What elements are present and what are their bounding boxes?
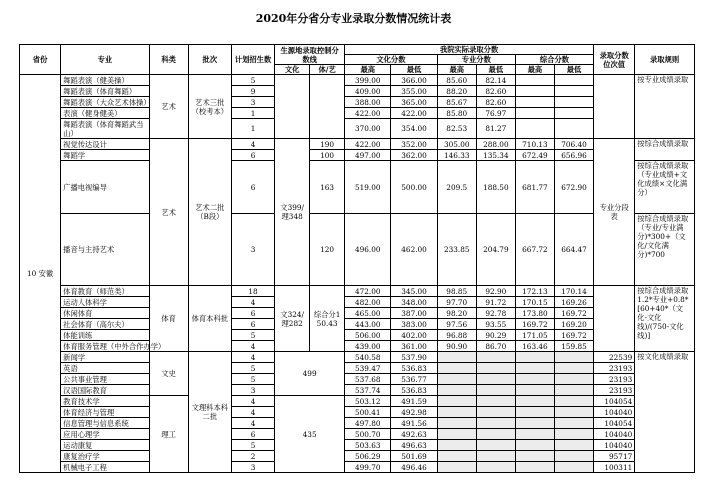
profession-max-cell <box>437 451 476 462</box>
culture-min-cell: 352.00 <box>391 139 437 150</box>
culture-min-cell: 500.00 <box>391 161 437 214</box>
combined-max-cell <box>515 451 554 462</box>
profession-max-cell <box>437 352 476 363</box>
combined-max-cell <box>515 352 554 363</box>
rule-cell: 按综合成绩录取 <box>635 139 695 161</box>
culture-max-cell: 506.29 <box>345 451 391 462</box>
combined-min-cell <box>554 451 593 462</box>
table-row <box>20 139 695 150</box>
major-cell: 舞蹈表演（健美操） <box>61 75 149 86</box>
major-cell: 信息管理与信息系统 <box>61 418 149 429</box>
combined-max-cell: 170.15 <box>515 297 554 308</box>
profession-max-cell: 98.20 <box>437 308 476 319</box>
plan-cell: 4 <box>231 407 274 418</box>
rank-cell: 23193 <box>594 385 635 396</box>
combined-min-cell <box>554 418 593 429</box>
combined-max-cell <box>515 75 554 86</box>
combined-min-cell: 169.72 <box>554 308 593 319</box>
header-category: 科类 <box>149 45 188 75</box>
table-row <box>20 396 695 407</box>
table-row <box>20 352 695 363</box>
table-row <box>20 451 695 462</box>
culture-max-cell: 503.12 <box>345 396 391 407</box>
table-row <box>20 108 695 119</box>
profession-min-cell: 86.70 <box>476 341 515 352</box>
plan-cell: 6 <box>231 150 274 161</box>
plan-cell: 3 <box>231 462 274 473</box>
table-row <box>20 462 695 473</box>
culture-max-cell: 500.41 <box>345 407 391 418</box>
category-cell: 理工 <box>149 396 188 473</box>
plan-cell: 1 <box>231 119 274 139</box>
profession-max-cell <box>437 363 476 374</box>
profession-max-cell: 97.56 <box>437 319 476 330</box>
combined-min-cell: 169.72 <box>554 330 593 341</box>
category-cell: 文史 <box>149 352 188 396</box>
major-cell: 播音与主持艺术 <box>61 214 149 286</box>
culture-min-cell: 354.00 <box>391 119 437 139</box>
profession-min-cell: 82.60 <box>476 86 515 97</box>
major-cell: 体育服务管理（中外合作办学） <box>61 341 149 352</box>
rank-cell <box>594 286 635 352</box>
major-cell: 舞蹈表演（体育舞蹈） <box>61 86 149 97</box>
table-row <box>20 341 695 352</box>
profession-min-cell: 93.55 <box>476 319 515 330</box>
plan-cell: 6 <box>231 429 274 440</box>
profession-min-cell: 92.78 <box>476 308 515 319</box>
control-ti-cell: 163 <box>310 161 345 214</box>
profession-min-cell <box>476 363 515 374</box>
plan-cell: 6 <box>231 161 274 214</box>
header-profession-max: 最高 <box>437 65 476 75</box>
control-wen-cell: 文399/理348 <box>275 139 310 286</box>
category-cell: 体育 <box>149 286 188 352</box>
combined-max-cell <box>515 108 554 119</box>
culture-max-cell: 422.00 <box>345 139 391 150</box>
combined-min-cell: 169.20 <box>554 319 593 330</box>
table-row <box>20 418 695 429</box>
culture-max-cell: 409.00 <box>345 86 391 97</box>
major-cell: 体育教育（师范类） <box>61 286 149 297</box>
plan-cell: 5 <box>231 363 274 374</box>
combined-min-cell <box>554 440 593 451</box>
combined-min-cell <box>554 363 593 374</box>
culture-max-cell: 537.68 <box>345 374 391 385</box>
culture-max-cell: 482.00 <box>345 297 391 308</box>
rank-cell: 104054 <box>594 396 635 407</box>
header-batch: 批次 <box>188 45 231 75</box>
header-plan: 计划招生数 <box>231 45 274 75</box>
profession-max-cell: 146.33 <box>437 150 476 161</box>
major-cell: 休闲体育 <box>61 308 149 319</box>
combined-min-cell <box>554 75 593 86</box>
plan-cell: 4 <box>231 341 274 352</box>
major-cell: 广播电视编导 <box>61 161 149 214</box>
combined-max-cell <box>515 462 554 473</box>
page-title: 2020年分省分专业录取分数情况统计表 <box>255 12 452 25</box>
profession-min-cell: 288.00 <box>476 139 515 150</box>
profession-min-cell <box>476 440 515 451</box>
control-ti-cell: 100 <box>310 150 345 161</box>
profession-min-cell <box>476 396 515 407</box>
header-profession: 专业分数 <box>437 55 515 65</box>
profession-min-cell: 135.34 <box>476 150 515 161</box>
header-control: 生源地录取控制分数线 <box>275 45 345 65</box>
plan-cell: 18 <box>231 286 274 297</box>
culture-max-cell: 472.00 <box>345 286 391 297</box>
major-cell: 运动康复 <box>61 440 149 451</box>
combined-min-cell <box>554 97 593 108</box>
culture-min-cell: 345.00 <box>391 286 437 297</box>
culture-max-cell: 499.70 <box>345 462 391 473</box>
table-row <box>20 319 695 330</box>
rule-cell: 按综合成绩录取（专业/专业满分)*300+（文化/文化满分)*700 <box>635 214 695 286</box>
plan-cell: 6 <box>231 319 274 330</box>
profession-min-cell <box>476 374 515 385</box>
rank-cell: 104054 <box>594 418 635 429</box>
culture-max-cell: 537.74 <box>345 385 391 396</box>
profession-max-cell <box>437 429 476 440</box>
table-row <box>20 385 695 396</box>
profession-max-cell: 85.67 <box>437 97 476 108</box>
control-ti-cell: 190 <box>310 139 345 150</box>
category-cell: 艺术 <box>149 75 188 139</box>
profession-min-cell: 81.27 <box>476 119 515 139</box>
rank-cell: 22539 <box>594 352 635 363</box>
combined-max-cell <box>515 97 554 108</box>
profession-min-cell: 91.72 <box>476 297 515 308</box>
combined-min-cell <box>554 374 593 385</box>
combined-max-cell <box>515 374 554 385</box>
plan-cell: 3 <box>231 97 274 108</box>
profession-min-cell <box>476 418 515 429</box>
culture-min-cell: 536.83 <box>391 385 437 396</box>
major-cell: 应用心理学 <box>61 429 149 440</box>
culture-min-cell: 348.00 <box>391 297 437 308</box>
batch-cell: 文理科本科二批 <box>188 352 231 473</box>
profession-min-cell: 82.14 <box>476 75 515 86</box>
rule-cell: 按专业成绩录取 <box>635 75 695 139</box>
major-cell: 教育技术学 <box>61 396 149 407</box>
table-row <box>20 297 695 308</box>
combined-max-cell <box>515 396 554 407</box>
culture-max-cell: 506.00 <box>345 330 391 341</box>
rank-cell: 104040 <box>594 407 635 418</box>
profession-max-cell: 88.20 <box>437 86 476 97</box>
table-row <box>20 407 695 418</box>
major-cell: 体能训练 <box>61 330 149 341</box>
rank-cell: 专业分段表 <box>594 139 635 286</box>
culture-min-cell: 496.63 <box>391 440 437 451</box>
combined-min-cell <box>554 108 593 119</box>
table-row <box>20 86 695 97</box>
rank-cell: 100311 <box>594 462 635 473</box>
combined-max-cell <box>515 86 554 97</box>
header-control-wen: 文化 <box>275 65 310 75</box>
combined-min-cell <box>554 86 593 97</box>
profession-min-cell: 82.60 <box>476 97 515 108</box>
major-cell: 运动人体科学 <box>61 297 149 308</box>
major-cell: 英语 <box>61 363 149 374</box>
profession-min-cell: 204.79 <box>476 214 515 286</box>
profession-min-cell <box>476 385 515 396</box>
major-cell: 汉语国际教育 <box>61 385 149 396</box>
admission-scores-table <box>19 44 695 473</box>
control-wen-cell <box>275 75 310 139</box>
culture-max-cell: 443.00 <box>345 319 391 330</box>
rank-cell <box>594 75 635 139</box>
combined-max-cell: 163.46 <box>515 341 554 352</box>
major-cell: 新闻学 <box>61 352 149 363</box>
plan-cell: 4 <box>231 418 274 429</box>
profession-max-cell: 85.60 <box>437 75 476 86</box>
culture-min-cell: 501.69 <box>391 451 437 462</box>
combined-min-cell: 170.14 <box>554 286 593 297</box>
rule-cell: 按文化成绩录取 <box>635 352 695 473</box>
profession-min-cell <box>476 352 515 363</box>
culture-min-cell: 462.00 <box>391 214 437 286</box>
culture-min-cell: 491.59 <box>391 396 437 407</box>
culture-max-cell: 500.70 <box>345 429 391 440</box>
combined-max-cell <box>515 385 554 396</box>
combined-min-cell <box>554 352 593 363</box>
header-combined-min: 最低 <box>554 65 593 75</box>
combined-max-cell <box>515 418 554 429</box>
combined-min-cell: 706.40 <box>554 139 593 150</box>
header-culture-max: 最高 <box>345 65 391 75</box>
combined-min-cell: 656.96 <box>554 150 593 161</box>
table-row <box>20 308 695 319</box>
combined-min-cell: 159.85 <box>554 341 593 352</box>
profession-max-cell <box>437 440 476 451</box>
profession-min-cell: 188.50 <box>476 161 515 214</box>
culture-max-cell: 370.00 <box>345 119 391 139</box>
major-cell: 体育经济与管理 <box>61 407 149 418</box>
plan-cell: 4 <box>231 396 274 407</box>
profession-min-cell: 76.97 <box>476 108 515 119</box>
profession-max-cell: 98.85 <box>437 286 476 297</box>
combined-max-cell <box>515 407 554 418</box>
plan-cell: 4 <box>231 139 274 150</box>
rank-cell: 23193 <box>594 374 635 385</box>
rank-cell: 23193 <box>594 363 635 374</box>
header-profession-min: 最低 <box>476 65 515 75</box>
major-cell: 舞蹈表演（体育舞蹈武当山） <box>61 119 149 139</box>
header-province: 省份 <box>20 45 61 75</box>
major-cell: 社会体育（高尔夫） <box>61 319 149 330</box>
combined-min-cell: 169.26 <box>554 297 593 308</box>
header-combined: 综合分数 <box>515 55 593 65</box>
plan-cell: 2 <box>231 451 274 462</box>
batch-cell: 艺术三批（校考本） <box>188 75 231 139</box>
profession-min-cell: 90.29 <box>476 330 515 341</box>
culture-max-cell: 497.00 <box>345 150 391 161</box>
major-cell: 舞蹈表演（大众艺术体操） <box>61 97 149 108</box>
plan-cell: 4 <box>231 352 274 363</box>
culture-min-cell: 492.98 <box>391 407 437 418</box>
province-cell: 10 安徽 <box>20 75 61 473</box>
table-row <box>20 286 695 297</box>
profession-max-cell: 82.53 <box>437 119 476 139</box>
combined-min-cell <box>554 385 593 396</box>
header-culture: 文化分数 <box>345 55 438 65</box>
culture-min-cell: 402.00 <box>391 330 437 341</box>
table-row <box>20 363 695 374</box>
plan-cell: 5 <box>231 374 274 385</box>
header-rule: 录取规则 <box>635 45 695 75</box>
control-ti-cell <box>310 75 345 139</box>
profession-max-cell <box>437 374 476 385</box>
major-cell: 表演（健身健美） <box>61 108 149 119</box>
major-cell: 视觉传达设计 <box>61 139 149 150</box>
header-culture-min: 最低 <box>391 65 437 75</box>
batch-cell: 体育本科批 <box>188 286 231 352</box>
major-cell: 公共事业管理 <box>61 374 149 385</box>
table-row <box>20 214 695 286</box>
culture-min-cell: 361.00 <box>391 341 437 352</box>
control-ti-cell: 120 <box>310 214 345 286</box>
profession-max-cell: 209.5 <box>437 161 476 214</box>
combined-max-cell <box>515 119 554 139</box>
rule-cell: 按综合成绩录取1.2*专业+0.8*[60+40*（文化-文化线)/(750-文化线)] <box>635 286 695 352</box>
control-cell: 435 <box>275 396 345 473</box>
rank-cell: 95717 <box>594 451 635 462</box>
combined-min-cell <box>554 396 593 407</box>
combined-min-cell <box>554 429 593 440</box>
profession-min-cell: 92.90 <box>476 286 515 297</box>
profession-max-cell: 96.88 <box>437 330 476 341</box>
combined-max-cell: 672.49 <box>515 150 554 161</box>
profession-max-cell: 233.85 <box>437 214 476 286</box>
profession-min-cell <box>476 462 515 473</box>
combined-min-cell <box>554 407 593 418</box>
table-row <box>20 330 695 341</box>
table-row <box>20 374 695 385</box>
plan-cell: 9 <box>231 86 274 97</box>
culture-min-cell: 496.46 <box>391 462 437 473</box>
header-major: 专业 <box>61 45 149 75</box>
combined-max-cell: 173.80 <box>515 308 554 319</box>
culture-max-cell: 503.63 <box>345 440 391 451</box>
culture-min-cell: 536.77 <box>391 374 437 385</box>
culture-min-cell: 536.83 <box>391 363 437 374</box>
rank-cell: 104040 <box>594 429 635 440</box>
plan-cell: 4 <box>231 297 274 308</box>
culture-max-cell: 497.80 <box>345 418 391 429</box>
culture-min-cell: 383.00 <box>391 319 437 330</box>
combined-max-cell <box>515 440 554 451</box>
combined-max-cell: 171.05 <box>515 330 554 341</box>
culture-max-cell: 465.00 <box>345 308 391 319</box>
plan-cell: 1 <box>231 108 274 119</box>
culture-max-cell: 439.00 <box>345 341 391 352</box>
culture-min-cell: 537.90 <box>391 352 437 363</box>
culture-max-cell: 399.00 <box>345 75 391 86</box>
major-cell: 机械电子工程 <box>61 462 149 473</box>
plan-cell: 3 <box>231 385 274 396</box>
culture-min-cell: 387.00 <box>391 308 437 319</box>
header-combined-max: 最高 <box>515 65 554 75</box>
plan-cell: 5 <box>231 440 274 451</box>
combined-min-cell <box>554 119 593 139</box>
profession-max-cell: 90.90 <box>437 341 476 352</box>
major-cell: 舞蹈学 <box>61 150 149 161</box>
culture-min-cell: 355.00 <box>391 86 437 97</box>
culture-max-cell: 496.00 <box>345 214 391 286</box>
profession-max-cell: 97.70 <box>437 297 476 308</box>
combined-max-cell: 172.13 <box>515 286 554 297</box>
batch-cell: 艺术二批（B段） <box>188 139 231 286</box>
table-row <box>20 161 695 214</box>
plan-cell: 5 <box>231 75 274 86</box>
profession-max-cell <box>437 418 476 429</box>
combined-min-cell <box>554 462 593 473</box>
culture-max-cell: 540.58 <box>345 352 391 363</box>
control-cell: 499 <box>275 352 345 396</box>
combined-max-cell: 667.72 <box>515 214 554 286</box>
culture-max-cell: 519.00 <box>345 161 391 214</box>
header-actual: 我院实际录取分数 <box>345 45 594 55</box>
culture-min-cell: 422.00 <box>391 108 437 119</box>
combined-max-cell <box>515 429 554 440</box>
major-cell: 康复治疗学 <box>61 451 149 462</box>
header-row-1 <box>20 45 695 55</box>
culture-min-cell: 491.56 <box>391 418 437 429</box>
table-row <box>20 75 695 86</box>
combined-max-cell: 681.77 <box>515 161 554 214</box>
table-row <box>20 97 695 108</box>
plan-cell: 6 <box>231 308 274 319</box>
profession-min-cell <box>476 451 515 462</box>
profession-max-cell: 305.00 <box>437 139 476 150</box>
profession-max-cell <box>437 407 476 418</box>
profession-max-cell <box>437 396 476 407</box>
plan-cell: 3 <box>231 214 274 286</box>
rule-cell: 按综合成绩录取（专业成绩+文化成绩×文化满分） <box>635 161 695 214</box>
table-row <box>20 119 695 139</box>
header-control-ti: 体/艺 <box>310 65 345 75</box>
combined-max-cell: 169.72 <box>515 319 554 330</box>
culture-min-cell: 362.00 <box>391 150 437 161</box>
profession-min-cell <box>476 407 515 418</box>
control-wen-cell: 文324/理282 <box>275 286 310 352</box>
header-rank: 录取分数位次值 <box>594 45 635 75</box>
culture-min-cell: 366.00 <box>391 75 437 86</box>
culture-max-cell: 388.00 <box>345 97 391 108</box>
table-row <box>20 440 695 451</box>
culture-max-cell: 422.00 <box>345 108 391 119</box>
profession-min-cell <box>476 429 515 440</box>
combined-min-cell: 664.47 <box>554 214 593 286</box>
profession-max-cell: 85.80 <box>437 108 476 119</box>
profession-max-cell <box>437 462 476 473</box>
control-ti-cell: 综合分150.43 <box>310 286 345 352</box>
table-row <box>20 429 695 440</box>
combined-min-cell: 672.90 <box>554 161 593 214</box>
plan-cell: 5 <box>231 330 274 341</box>
rank-cell: 104040 <box>594 440 635 451</box>
category-cell: 艺术 <box>149 139 188 286</box>
culture-max-cell: 539.47 <box>345 363 391 374</box>
table-row <box>20 150 695 161</box>
combined-max-cell <box>515 363 554 374</box>
profession-max-cell <box>437 385 476 396</box>
culture-min-cell: 492.63 <box>391 429 437 440</box>
culture-min-cell: 365.00 <box>391 97 437 108</box>
combined-max-cell: 710.13 <box>515 139 554 150</box>
